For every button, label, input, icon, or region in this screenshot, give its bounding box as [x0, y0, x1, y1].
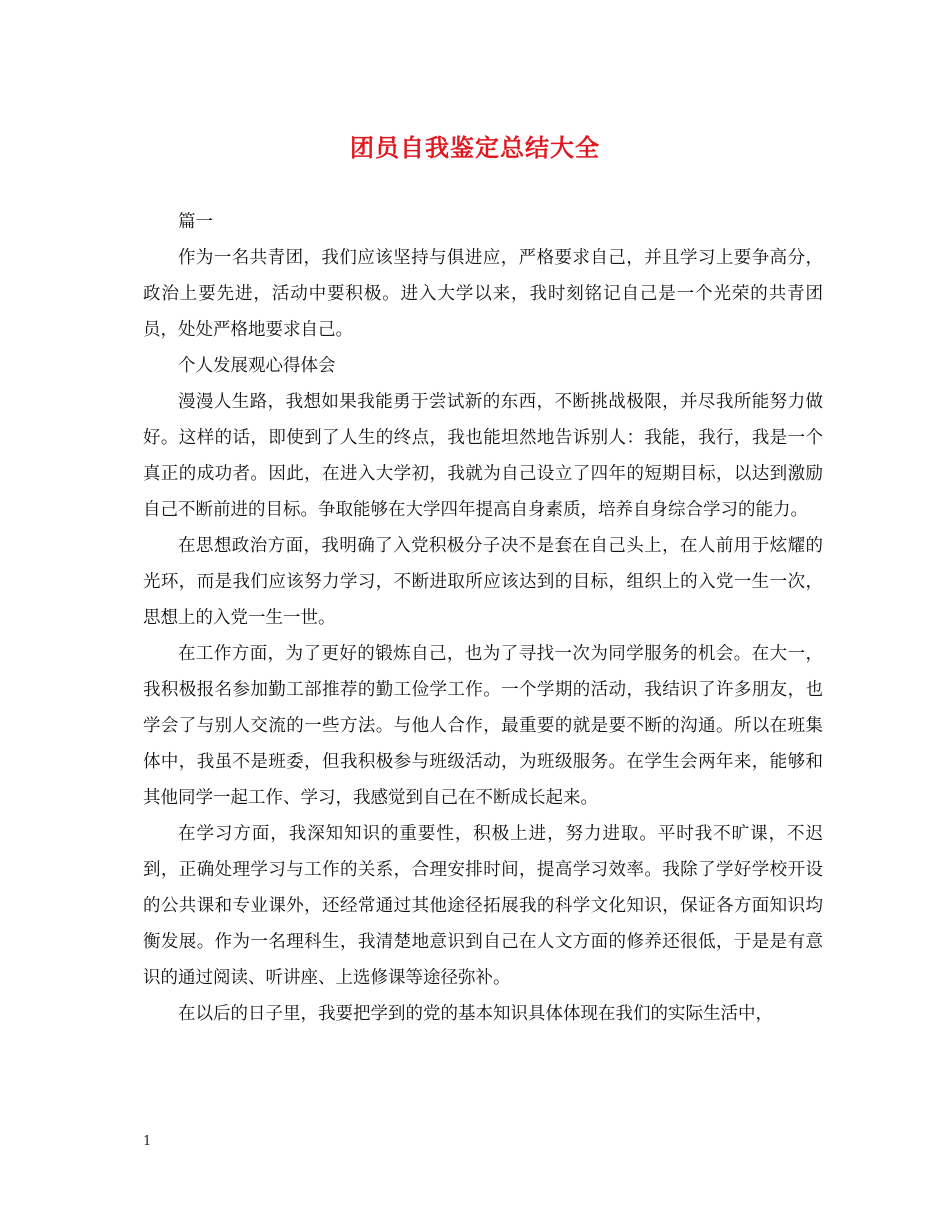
section-heading: 篇一 — [178, 212, 213, 232]
document-body — [143, 204, 823, 1032]
document-title: 团员自我鉴定总结大全 — [350, 133, 600, 162]
paragraph-intro: 作为一名共青团，我们应该坚持与俱进应，严格要求自己，并且学习上要争高分，政治上要先进，活动中要积极。进入大学以来，我时刻铭记自己是一个光荣的共青团员，处处严格地要求自己。 — [143, 248, 823, 340]
paragraph-study: 在学习方面，我深知知识的重要性，积极上进，努力进取。平时我不旷课，不迟到，正确处理学习与工作的关系，合理安排时间，提高学习效率。我除了学好学校开设的公共课和专业课外，还经常通过其他途径拓展我的科学文化知识，保证各方面知识均衡发展。作为一名理科生，我清楚地意识到自己在人文方面的修养还很低，于是是有意识的通过阅读、听讲座、上选修课等途径弥补。 — [143, 824, 823, 988]
paragraph-work: 在工作方面，为了更好的锻炼自己，也为了寻找一次为同学服务的机会。在大一，我积极报名参加勤工部推荐的勤工俭学工作。一个学期的活动，我结识了许多朋友，也学会了与别人交流的一些方法。与他人合作，最重要的就是要不断的沟通。所以在班集体中，我虽不是班委，但我积极参与班级活动，为班级服务。在学生会两年来，能够和其他同学一起工作、学习，我感觉到自己在不断成长起来。 — [143, 644, 823, 808]
paragraph-politics: 在思想政治方面，我明确了入党积极分子决不是套在自己头上，在人前用于炫耀的光环，而是我们应该努力学习，不断进取所应该达到的目标，组织上的入党一生一次，思想上的入党一生一世。 — [143, 536, 823, 628]
paragraph-future: 在以后的日子里，我要把学到的党的基本知识具体体现在我们的实际生活中， — [178, 1004, 773, 1024]
page-number: 1 — [143, 1134, 152, 1149]
paragraph-life-goals: 漫漫人生路，我想如果我能勇于尝试新的东西，不断挑战极限，并尽我所能努力做好。这样的话，即使到了人生的终点，我也能坦然地告诉别人：我能，我行，我是一个真正的成功者。因此，在进入大学初，我就为自己设立了四年的短期目标，以达到激励自己不断前进的目标。争取能够在大学四年提高自身素质，培养自身综合学习的能力。 — [143, 392, 823, 520]
subheading: 个人发展观心得体会 — [178, 356, 336, 376]
